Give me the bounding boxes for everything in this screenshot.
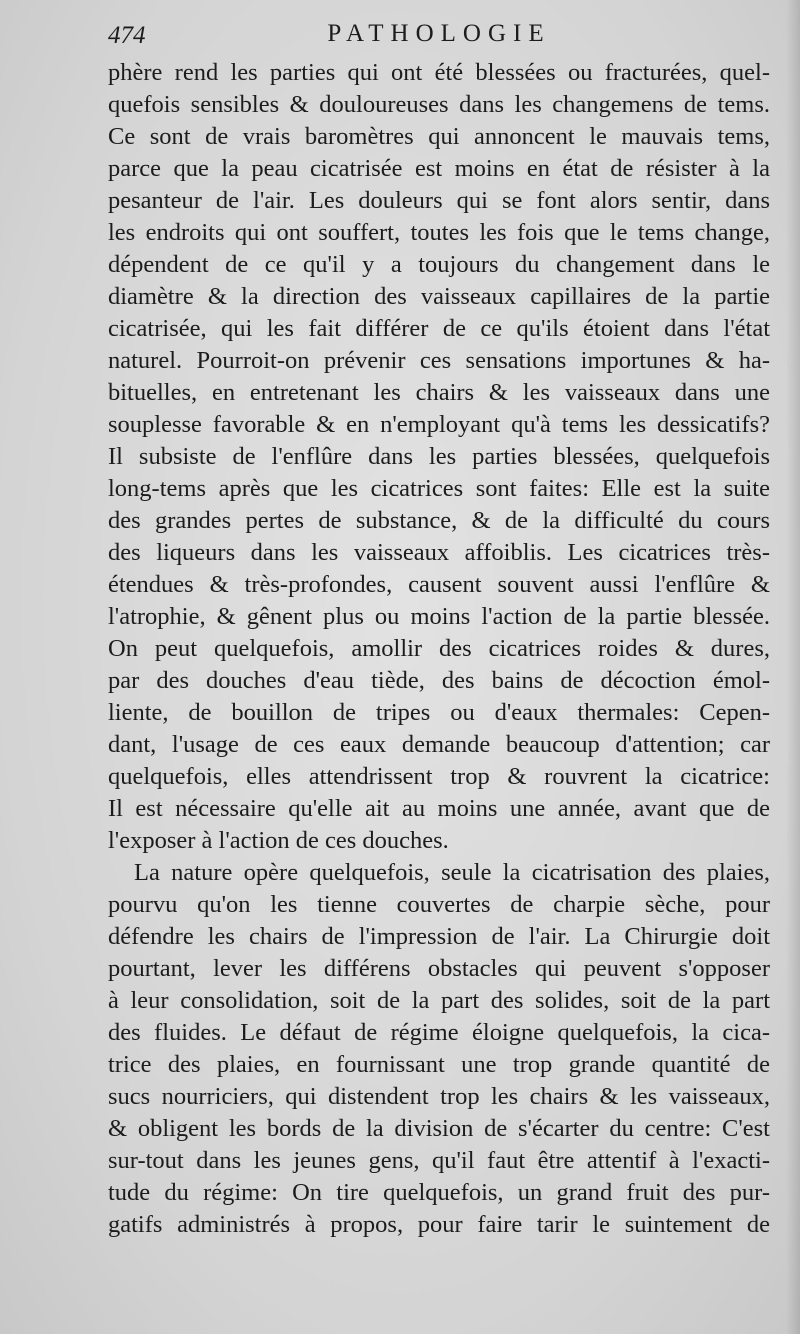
text-line: Il subsiste de l'enflûre dans les parties blessées, quelquefois [108,443,770,470]
text-line: La nature opère quelquefois, seule la cicatrisation des plaies, [134,859,770,886]
running-title: PATHOLOGIE [327,20,551,47]
body-text [108,57,770,1241]
text-line: naturel. Pourroit-on prévenir ces sensations importunes & ha- [108,347,770,374]
text-line: cicatrisée, qui les fait différer de ce qu'ils étoient dans l'état [108,315,770,342]
text-line: l'atrophie, & gênent plus ou moins l'action de la partie blessée. [108,603,770,630]
text-line: à leur consolidation, soit de la part des solides, soit de la part [108,987,770,1014]
text-line: tude du régime: On tire quelquefois, un grand fruit des pur- [108,1179,770,1206]
text-line: étendues & très-profondes, causent souvent aussi l'enflûre & [108,571,770,598]
text-line: On peut quelquefois, amollir des cicatrices roides & dures, [108,635,770,662]
text-line: pourtant, lever les différens obstacles qui peuvent s'opposer [108,955,770,982]
text-line: long-tems après que les cicatrices sont faites: Elle est la suite [108,475,770,502]
text-line: dépendent de ce qu'il y a toujours du changement dans le [108,251,770,278]
paragraph [108,857,770,1241]
text-line: pourvu qu'on les tienne couvertes de charpie sèche, pour [108,891,770,918]
text-line: quefois sensibles & douloureuses dans les changemens de tems. [108,91,770,118]
text-line: des grandes pertes de substance, & de la difficulté du cours [108,507,770,534]
text-line: par des douches d'eau tiède, des bains de décoction émol- [108,667,770,694]
text-line: souplesse favorable & en n'employant qu'à tems les dessicatifs? [108,411,770,438]
text-line: pesanteur de l'air. Les douleurs qui se font alors sentir, dans [108,187,770,214]
text-line: gatifs administrés à propos, pour faire tarir le suintement de [108,1211,770,1238]
text-line: bituelles, en entretenant les chairs & les vaisseaux dans une [108,379,770,406]
page-edge-shadow [786,0,800,1334]
text-line: sur-tout dans les jeunes gens, qu'il faut être attentif à l'exacti- [108,1147,770,1174]
text-line: trice des plaies, en fournissant une trop grande quantité de [108,1051,770,1078]
text-line: l'exposer à l'action de ces douches. [108,827,449,854]
text-line: Il est nécessaire qu'elle ait au moins une année, avant que de [108,795,770,822]
paragraph [108,57,770,857]
text-line: des fluides. Le défaut de régime éloigne quelquefois, la cica- [108,1019,770,1046]
text-line: les endroits qui ont souffert, toutes les fois que le tems change, [108,219,770,246]
text-line: parce que la peau cicatrisée est moins en état de résister à la [108,155,770,182]
text-line: liente, de bouillon de tripes ou d'eaux thermales: Cepen- [108,699,770,726]
page-number: 474 [108,22,146,49]
text-line: quelquefois, elles attendrissent trop & rouvrent la cicatrice: [108,763,770,790]
text-line: sucs nourriciers, qui distendent trop les chairs & les vaisseaux, [108,1083,770,1110]
text-line: Ce sont de vrais baromètres qui annoncent le mauvais tems, [108,123,770,150]
text-line: diamètre & la direction des vaisseaux capillaires de la partie [108,283,770,310]
text-line: des liqueurs dans les vaisseaux affoiblis. Les cicatrices très- [108,539,770,566]
text-line: phère rend les parties qui ont été blessées ou fracturées, quel- [108,59,770,86]
text-line: dant, l'usage de ces eaux demande beaucoup d'attention; car [108,731,770,758]
page-header [108,20,770,54]
text-line: & obligent les bords de la division de s'écarter du centre: C'est [108,1115,770,1142]
text-line: défendre les chairs de l'impression de l'air. La Chirurgie doit [108,923,770,950]
